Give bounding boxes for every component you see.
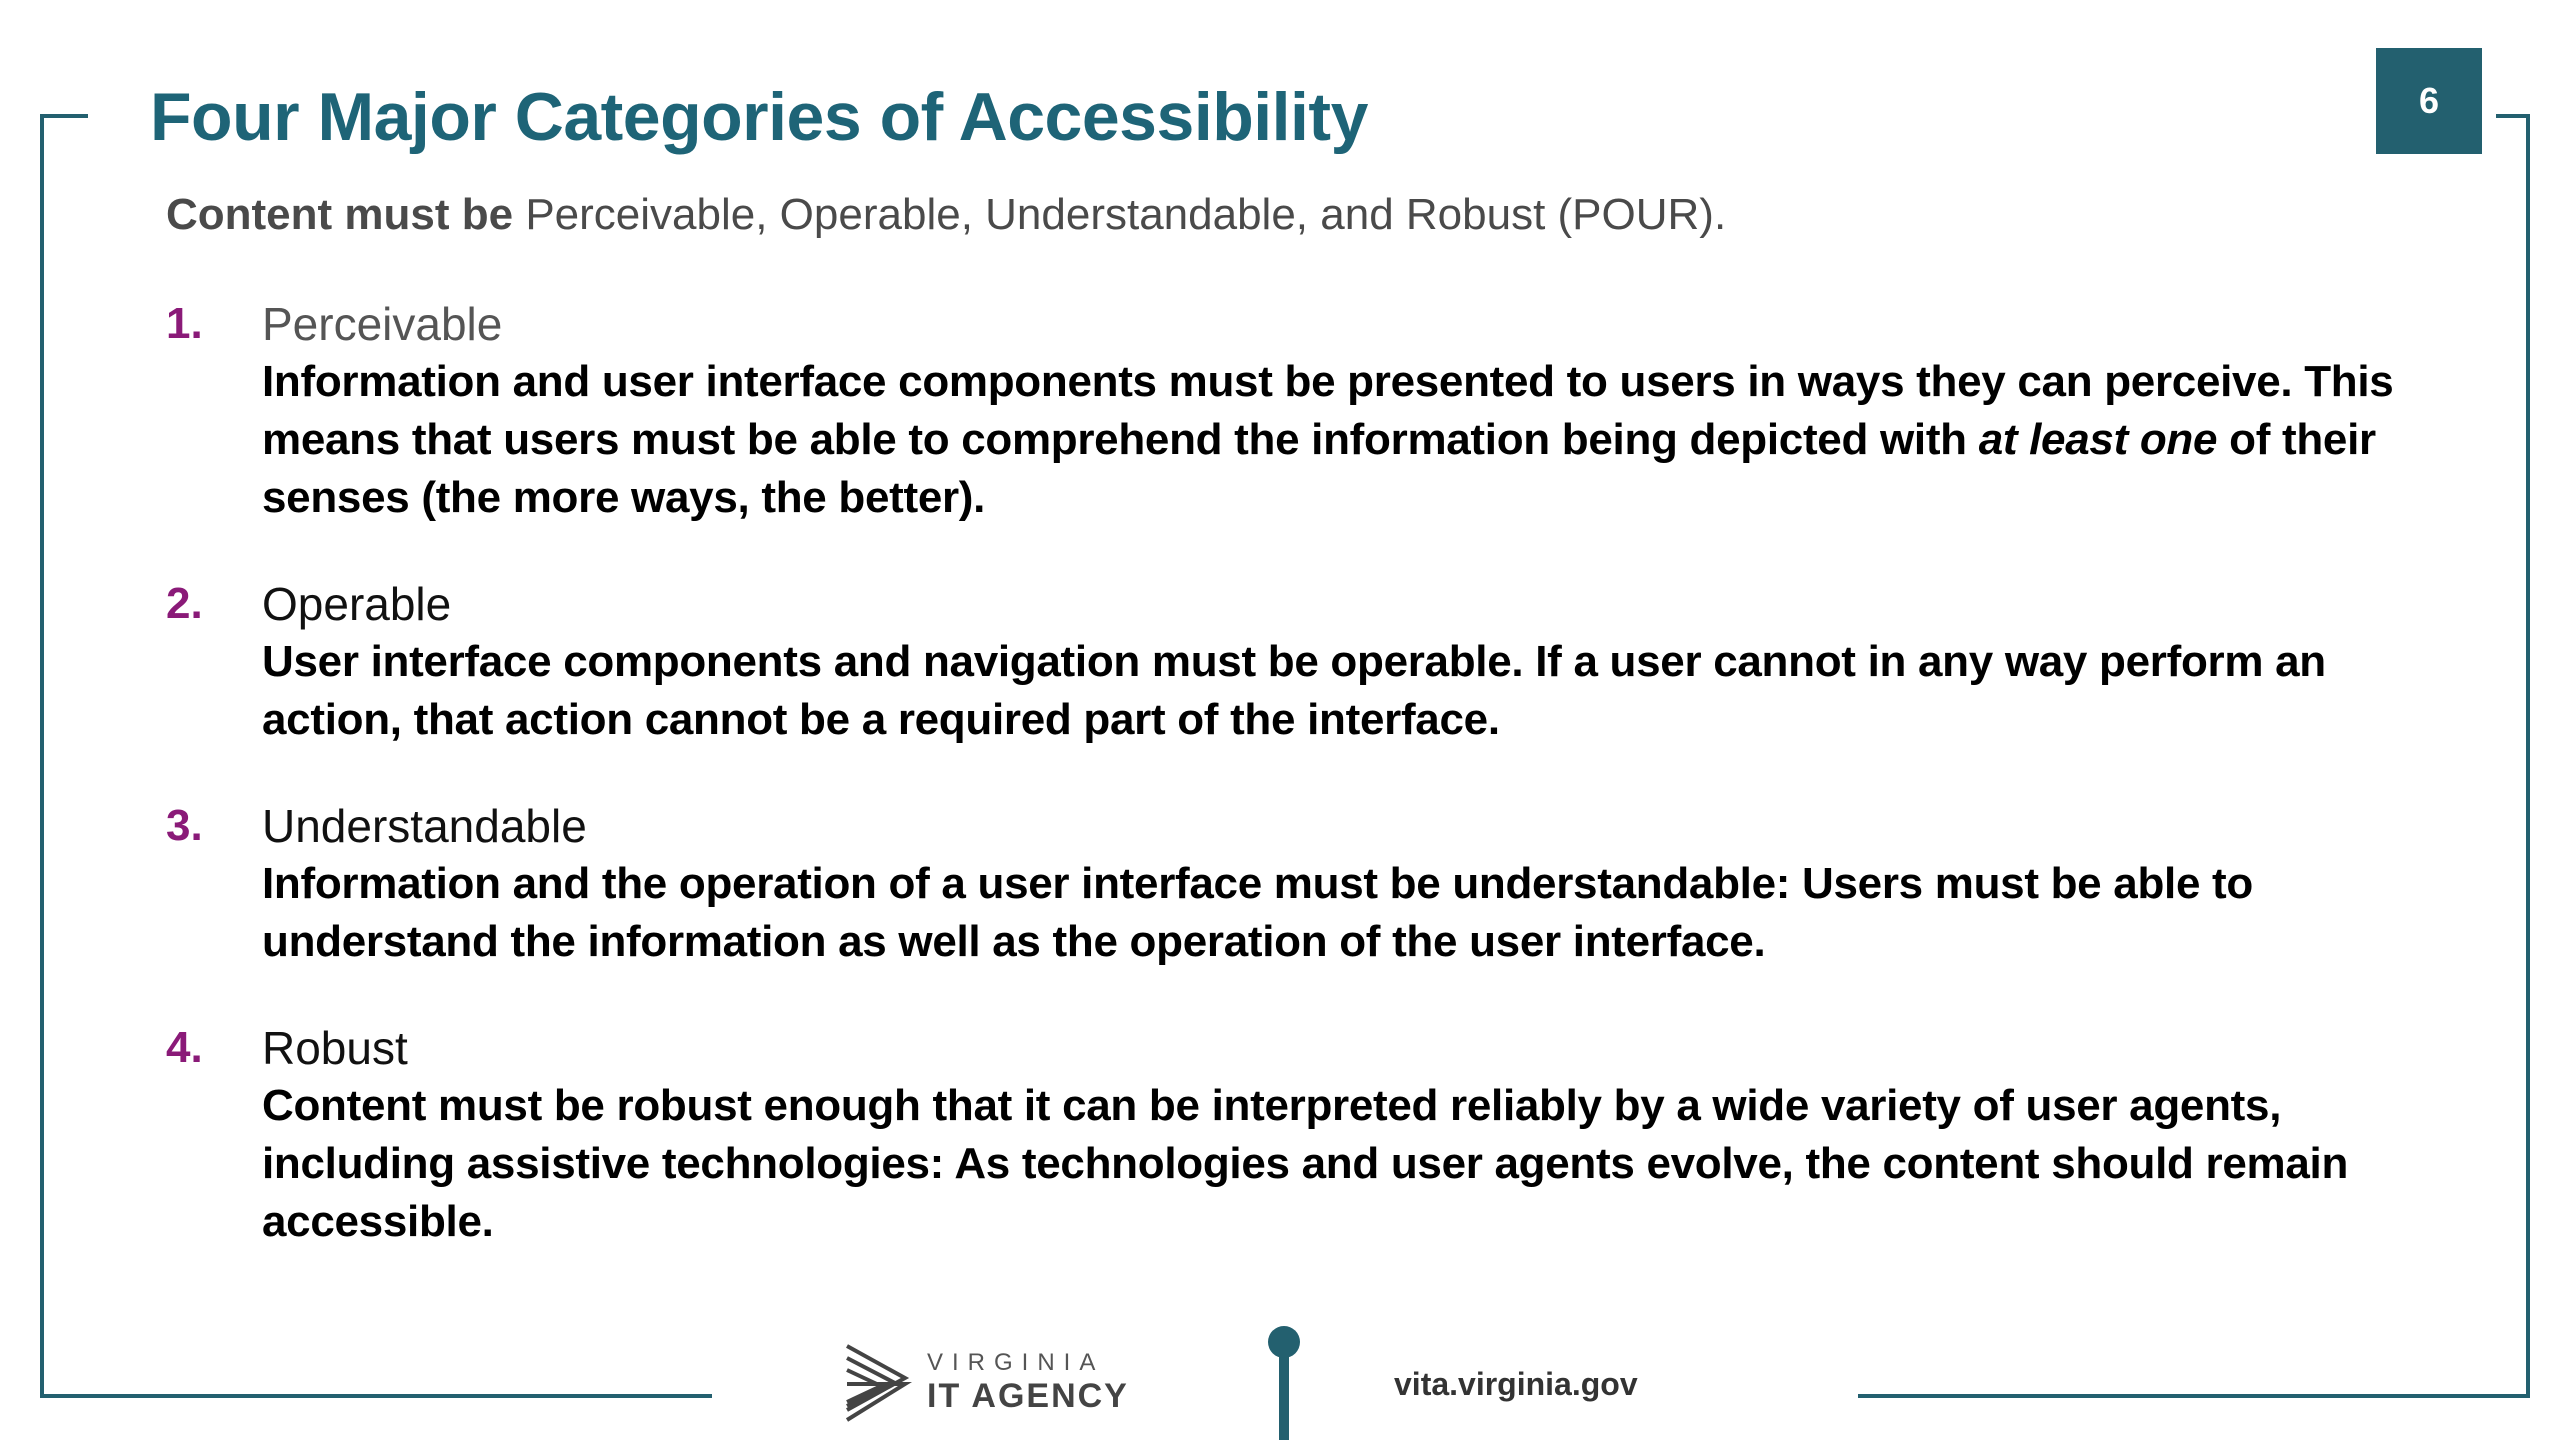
slide-subtitle [166,190,1726,240]
logo-line1: VIRGINIA [927,1349,1105,1376]
item-heading: Operable [262,578,452,630]
desc-text: of their senses (the more ways, the better). [262,415,2376,522]
list-number: 3. [166,801,203,850]
subtitle-rest: Perceivable, Operable, Understandable, and Robust (POUR). [525,190,1727,239]
vita-logo [843,1340,1129,1424]
subtitle-lead: Content must be [166,190,526,239]
list-item-operable [166,575,2466,749]
desc-text: Information and user interface components must be presented to users in ways they can perceive. This means that users must be able to comprehend the information being depicted with [262,357,2394,464]
list-item-perceivable [166,295,2466,527]
frame-bottom-right [1858,1394,2530,1398]
desc-emphasis: at least one [1978,415,2218,464]
logo-line2: IT AGENCY [927,1377,1129,1415]
item-description: User interface components and navigation must be operable. If a user cannot in any way perform an action, that action cannot be a required part of the interface. [262,637,2326,744]
footer-pin-dot [1268,1326,1300,1358]
frame-top-right [2496,114,2530,118]
list-number: 4. [166,1023,203,1072]
footer-url[interactable]: vita.virginia.gov [1394,1366,1638,1402]
item-heading: Understandable [262,800,587,852]
list-item-understandable [166,797,2466,971]
slide-number: 6 [2376,48,2482,154]
category-list [166,295,2466,1299]
frame-top-left [40,114,88,118]
frame-left [40,114,44,1398]
list-item-robust [166,1019,2466,1251]
list-number: 2. [166,579,203,628]
item-description: Information and the operation of a user interface must be understandable: Users must be able to understand the information as well as the operation of the user interface. [262,859,2253,966]
vita-chevrons-icon [843,1340,913,1424]
item-description [262,353,2466,527]
list-number: 1. [166,299,203,348]
item-description: Content must be robust enough that it can be interpreted reliably by a wide variety of user agents, including assistive technologies: As technologies and user agents evolve, the content should remain accessible. [262,1081,2349,1246]
frame-bottom-left [40,1394,712,1398]
slide-title: Four Major Categories of Accessibility [150,79,1368,155]
item-heading: Robust [262,1022,408,1074]
item-heading: Perceivable [262,298,503,350]
frame-right [2526,114,2530,1398]
